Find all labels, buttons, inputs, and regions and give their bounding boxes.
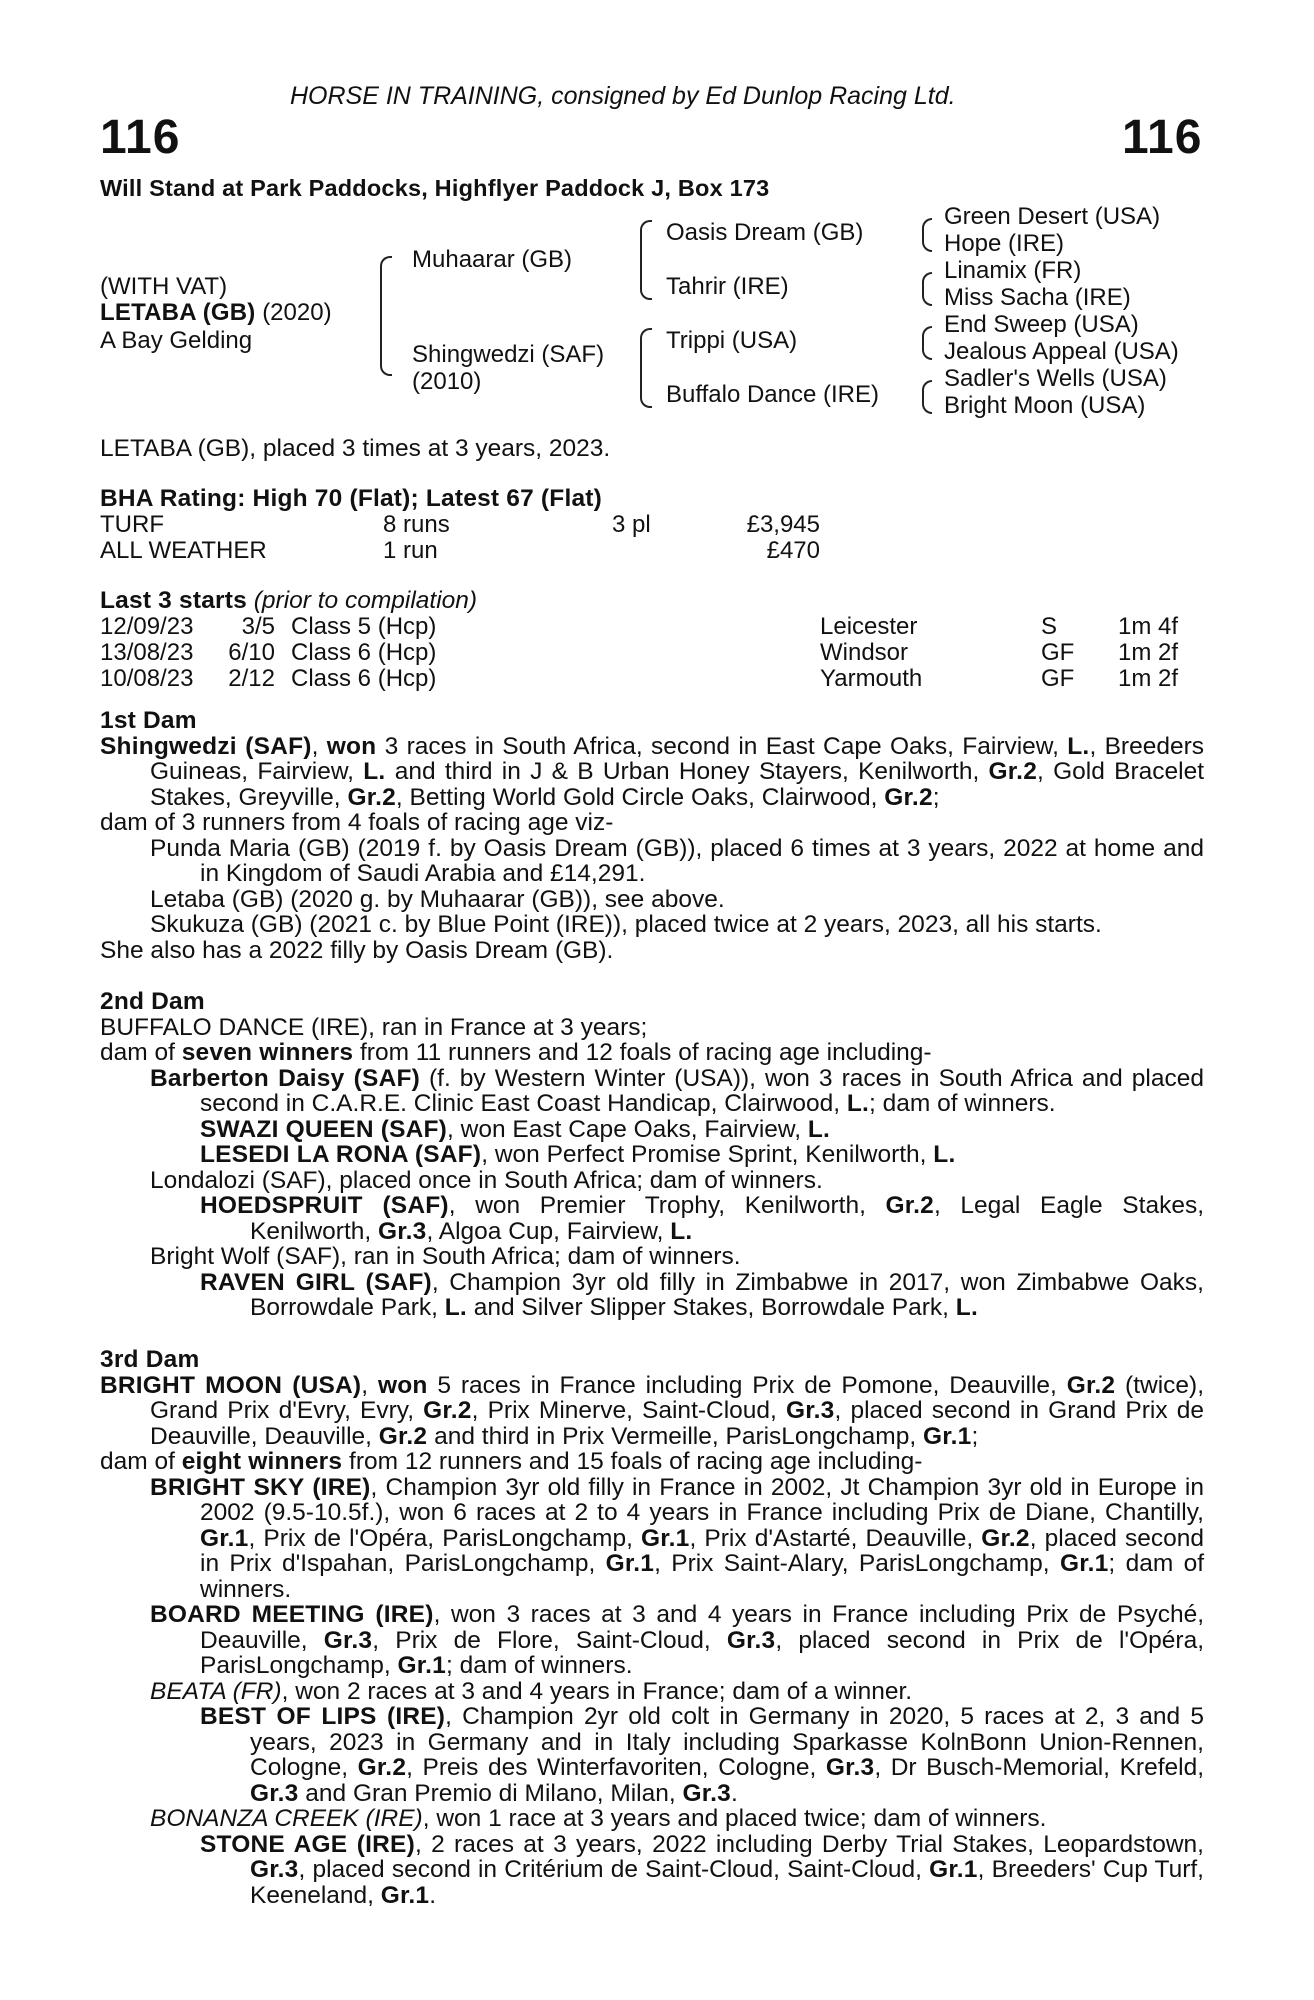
- g3-1: Green Desert (USA): [944, 203, 1161, 230]
- start-pos: 6/10: [228, 639, 275, 666]
- brace-gen3b: [922, 272, 932, 306]
- rating-surface-1: ALL WEATHER: [100, 537, 267, 564]
- horse-summary: LETABA (GB), placed 3 times at 3 years, 2023.: [100, 435, 611, 462]
- rating-title: BHA Rating: High 70 (Flat); Latest 67 (Flat): [100, 485, 602, 512]
- third-dam-produce-summary: dam of eight winners from 12 runners and 15 foals of racing age including-: [100, 1448, 923, 1475]
- start-pos: 3/5: [241, 613, 275, 640]
- brace-gen3d: [922, 380, 932, 414]
- g3-5: End Sweep (USA): [944, 311, 1139, 338]
- dam-dam: Buffalo Dance (IRE): [666, 381, 879, 408]
- produce-entry: Punda Maria (GB) (2019 f. by Oasis Dream (GB)), placed 6 times at 3 years, 2022 at home and in Kingdom of Saudi Arabia and £14,291.: [150, 834, 1204, 887]
- start-distance: 1m 2f: [1118, 665, 1179, 692]
- start-class: Class 6 (Hcp): [291, 639, 437, 666]
- produce-entry: HOEDSPRUIT (SAF), won Premier Trophy, Kenilworth, Gr.2, Legal Eagle Stakes, Kenilworth, Gr.3, Algoa Cup, Fairview, L.: [200, 1192, 1205, 1245]
- produce-entry: Barberton Daisy (SAF) (f. by Western Winter (USA)), won 3 races in South Africa and placed second in C.A.R.E. Clinic East Coast Handicap, Clairwood, L.; dam of winners.: [150, 1064, 1204, 1117]
- start-distance: 1m 2f: [1118, 639, 1179, 666]
- lot-number-right: 116: [1122, 111, 1203, 164]
- rating-surface-0: TURF: [100, 511, 164, 538]
- produce-entry: Skukuza (GB) (2021 c. by Blue Point (IRE)), placed twice at 2 years, 2023, all his starts.: [150, 911, 1102, 938]
- vat-note: (WITH VAT): [100, 273, 228, 300]
- g3-6: Jealous Appeal (USA): [944, 338, 1179, 365]
- first-dam-produce-summary: dam of 3 runners from 4 foals of racing age viz-: [100, 809, 614, 836]
- produce-entry: BEATA (FR), won 2 races at 3 and 4 years in France; dam of a winner.: [150, 1677, 913, 1705]
- sire-dam: Tahrir (IRE): [666, 273, 789, 300]
- brace-gen3c: [922, 326, 932, 360]
- brace-gen1: [380, 256, 392, 376]
- horse-year: (2020): [262, 299, 332, 326]
- third-dam-heading: 3rd Dam: [100, 1346, 200, 1373]
- last-starts-subtitle: (prior to compilation): [253, 587, 478, 614]
- produce-entry: BONANZA CREEK (IRE), won 1 race at 3 years and placed twice; dam of winners.: [150, 1805, 1047, 1832]
- g3-7: Sadler's Wells (USA): [944, 365, 1167, 392]
- horse-description: A Bay Gelding: [100, 327, 253, 354]
- last-starts-title: [100, 588, 477, 614]
- g3-2: Hope (IRE): [944, 230, 1065, 257]
- start-date: 12/09/23: [100, 613, 194, 640]
- produce-entry: SWAZI QUEEN (SAF), won East Cape Oaks, Fairview, L.: [200, 1115, 831, 1143]
- produce-entry: BRIGHT SKY (IRE), Champion 3yr old filly in France in 2002, Jt Champion 3yr old in Europe in 2002 (9.5-10.5f.), won 6 races at 2 to 4 years in France including Prix de Diane, Chantilly, Gr.1, Prix de l'Opéra, ParisLongchamp, Gr.1, Prix d'Astarté, Deauville, Gr.2, placed second in Prix d'Ispahan, ParisLongchamp, Gr.1, Prix Saint-Alary, ParisLongchamp, Gr.1; dam of winners.: [150, 1473, 1205, 1603]
- start-going: GF: [1041, 639, 1075, 666]
- g3-4: Miss Sacha (IRE): [944, 284, 1131, 311]
- start-going: GF: [1041, 665, 1075, 692]
- start-class: Class 5 (Hcp): [291, 613, 437, 640]
- first-dam-section: [100, 708, 1204, 963]
- dam: Shingwedzi (SAF): [412, 341, 605, 368]
- lot-number-left: 116: [100, 111, 181, 164]
- produce-entry: Bright Wolf (SAF), ran in South Africa; dam of winners.: [150, 1243, 741, 1270]
- brace-gen3a: [922, 218, 932, 252]
- start-pos: 2/12: [228, 665, 275, 692]
- produce-entry: Letaba (GB) (2020 g. by Muhaarar (GB)), see above.: [150, 885, 725, 913]
- second-dam-record: BUFFALO DANCE (IRE), ran in France at 3 years;: [100, 1013, 648, 1041]
- produce-entry: LESEDI LA RONA (SAF), won Perfect Promise Sprint, Kenilworth, L.: [200, 1141, 956, 1168]
- start-course: Yarmouth: [820, 665, 923, 692]
- third-dam-record: BRIGHT MOON (USA), won 5 races in France including Prix de Pomone, Deauville, Gr.2 (twice), Grand Prix d'Evry, Evry, Gr.2, Prix Minerve, Saint-Cloud, Gr.3, placed second in Grand Prix de Deauville, Deauville, Gr.2 and third in Prix Vermeille, ParisLongchamp, Gr.1;: [100, 1371, 1204, 1450]
- last-starts-heading: Last 3 starts: [100, 587, 247, 614]
- brace-gen2b: [640, 328, 652, 408]
- consignor-line: HORSE IN TRAINING, consigned by Ed Dunlop Racing Ltd.: [290, 82, 956, 110]
- sire: Muhaarar (GB): [412, 246, 573, 273]
- start-course: Windsor: [820, 639, 909, 666]
- horse-name-line: [100, 300, 332, 326]
- produce-entry: STONE AGE (IRE), 2 races at 3 years, 2022 including Derby Trial Stakes, Leopardstown, Gr.3, placed second in Critérium de Saint-Cloud, Saint-Cloud, Gr.1, Breeders' Cup Turf, Keeneland, Gr.1.: [200, 1830, 1204, 1909]
- horse-name: LETABA (GB): [100, 299, 256, 326]
- start-distance: 1m 4f: [1118, 613, 1179, 640]
- stand-location: Will Stand at Park Paddocks, Highflyer Paddock J, Box 173: [100, 175, 770, 201]
- g3-8: Bright Moon (USA): [944, 392, 1146, 419]
- start-going: S: [1041, 613, 1058, 640]
- second-dam-produce-summary: dam of seven winners from 11 runners and 12 foals of racing age including-: [100, 1039, 932, 1066]
- produce-entry: BEST OF LIPS (IRE), Champion 2yr old colt in Germany in 2020, 5 races at 2, 3 and 5 years, 2023 in Germany and in Italy including Sparkasse KolnBonn Union-Rennen, Cologne, Gr.2, Preis des Winterfavoriten, Cologne, Gr.3, Dr Busch-Memorial, Krefeld, Gr.3 and Gran Premio di Milano, Milan, Gr.3.: [200, 1703, 1204, 1807]
- dam-sire: Trippi (USA): [666, 327, 798, 354]
- start-course: Leicester: [820, 613, 918, 640]
- produce-entry: Londalozi (SAF), placed once in South Africa; dam of winners.: [150, 1166, 823, 1194]
- start-class: Class 6 (Hcp): [291, 665, 437, 692]
- rating-placed-0: 3 pl: [612, 511, 651, 538]
- start-date: 13/08/23: [100, 639, 194, 666]
- g3-3: Linamix (FR): [944, 257, 1082, 284]
- second-dam-heading: 2nd Dam: [100, 988, 205, 1015]
- second-dam-section: [100, 989, 1204, 1321]
- produce-entry: BOARD MEETING (IRE), won 3 races at 3 and 4 years in France including Prix de Psyché, Deauville, Gr.3, Prix de Flore, Saint-Cloud, Gr.3, placed second in Prix de l'Opéra, ParisLongchamp, Gr.1; dam of winners.: [150, 1601, 1204, 1679]
- rating-runs-1: 1 run: [383, 537, 438, 564]
- produce-entry: RAVEN GIRL (SAF), Champion 3yr old filly in Zimbabwe in 2017, won Zimbabwe Oaks, Borrowdale Park, L. and Silver Slipper Stakes, Borrowdale Park, L.: [200, 1268, 1204, 1321]
- rating-prize-0: £3,945: [746, 511, 820, 538]
- brace-gen2a: [640, 220, 652, 300]
- rating-runs-0: 8 runs: [383, 511, 450, 538]
- start-date: 10/08/23: [100, 665, 194, 692]
- dam-year: (2010): [412, 368, 482, 395]
- first-dam-record: Shingwedzi (SAF), won 3 races in South Africa, second in East Cape Oaks, Fairview, L., Breeders Guineas, Fairview, L. and third in J & B Urban Honey Stayers, Kenilworth, Gr.2, Gold Bracelet Stakes, Greyville, Gr.2, Betting World Gold Circle Oaks, Clairwood, Gr.2;: [100, 732, 1204, 811]
- sire-sire: Oasis Dream (GB): [666, 219, 864, 246]
- third-dam-section: [100, 1347, 1204, 1908]
- produce-note: She also has a 2022 filly by Oasis Dream (GB).: [100, 936, 614, 964]
- rating-prize-1: £470: [766, 537, 820, 564]
- first-dam-heading: 1st Dam: [100, 707, 197, 734]
